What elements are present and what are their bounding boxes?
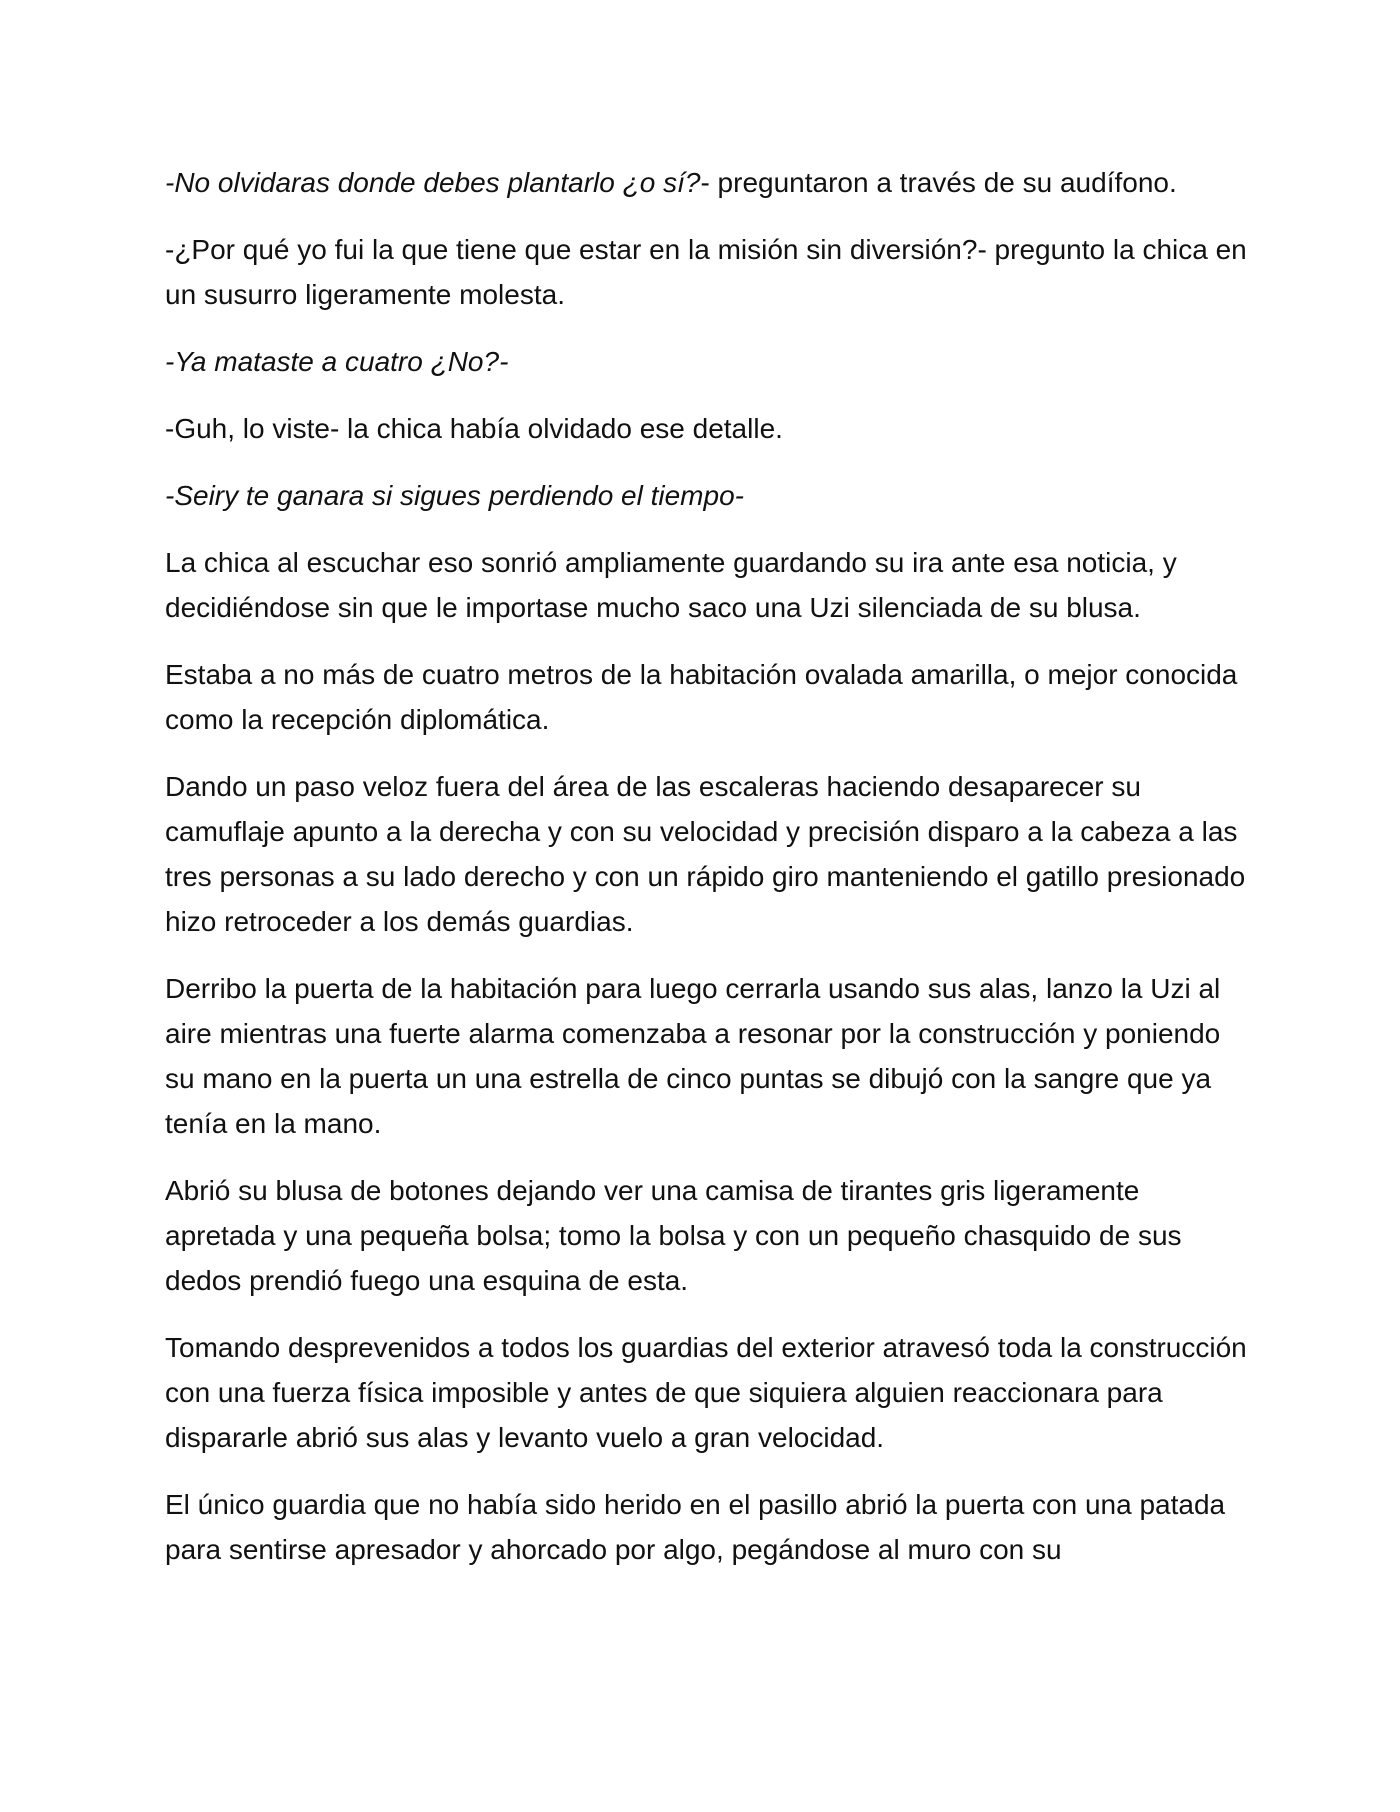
paragraph-text: El único guardia que no había sido herido en el pasillo abrió la puerta con una patada para sentirse apresador y ahorcado por algo, pegándose al muro con su [165,1489,1226,1565]
paragraph-text: La chica al escuchar eso sonrió ampliamente guardando su ira ante esa noticia, y decidiéndose sin que le importase mucho saco una Uzi silenciada de su blusa. [165,547,1177,623]
paragraph-text: Derribo la puerta de la habitación para luego cerrarla usando sus alas, lanzo la Uzi al aire mientras una fuerte alarma comenzaba a resonar por la construcción y poniendo su mano en la puerta un una estrella de cinco puntas se dibujó con la sangre que ya tenía en la mano. [165,973,1221,1139]
paragraph [165,1325,1255,1460]
paragraph-text: -No olvidaras donde debes plantarlo ¿o sí? [165,167,701,198]
paragraph [165,764,1255,944]
paragraph [165,966,1255,1146]
paragraph [165,339,1255,384]
paragraph-text: Dando un paso veloz fuera del área de las escaleras haciendo desaparecer su camuflaje apunto a la derecha y con su velocidad y precisión disparo a la cabeza a las tres personas a su lado derecho y con un rápido giro manteniendo el gatillo presionado hizo retroceder a los demás guardias. [165,771,1246,937]
paragraph-text: - preguntaron a través de su audífono. [700,167,1177,198]
paragraph [165,1168,1255,1303]
paragraph-text: Tomando desprevenidos a todos los guardias del exterior atravesó toda la construcción con una fuerza física imposible y antes de que siquiera alguien reaccionara para dispararle abrió sus alas y levanto vuelo a gran velocidad. [165,1332,1247,1453]
paragraph-text: -Ya mataste a cuatro ¿No?- [165,346,509,377]
paragraph [165,160,1255,205]
paragraph-text: -Seiry te ganara si sigues perdiendo el tiempo- [165,480,744,511]
paragraph [165,652,1255,742]
paragraph-text: Estaba a no más de cuatro metros de la habitación ovalada amarilla, o mejor conocida como la recepción diplomática. [165,659,1238,735]
paragraph [165,1482,1255,1572]
paragraph-text: -¿Por qué yo fui la que tiene que estar en la misión sin diversión?- pregunto la chica en un susurro ligeramente molesta. [165,234,1247,310]
paragraph [165,227,1255,317]
paragraph [165,406,1255,451]
paragraph [165,540,1255,630]
paragraph [165,473,1255,518]
paragraph-text: Abrió su blusa de botones dejando ver una camisa de tirantes gris ligeramente apretada y una pequeña bolsa; tomo la bolsa y con un pequeño chasquido de sus dedos prendió fuego una esquina de esta. [165,1175,1182,1296]
document-body [165,160,1255,1594]
paragraph-text: -Guh, lo viste- la chica había olvidado ese detalle. [165,413,783,444]
